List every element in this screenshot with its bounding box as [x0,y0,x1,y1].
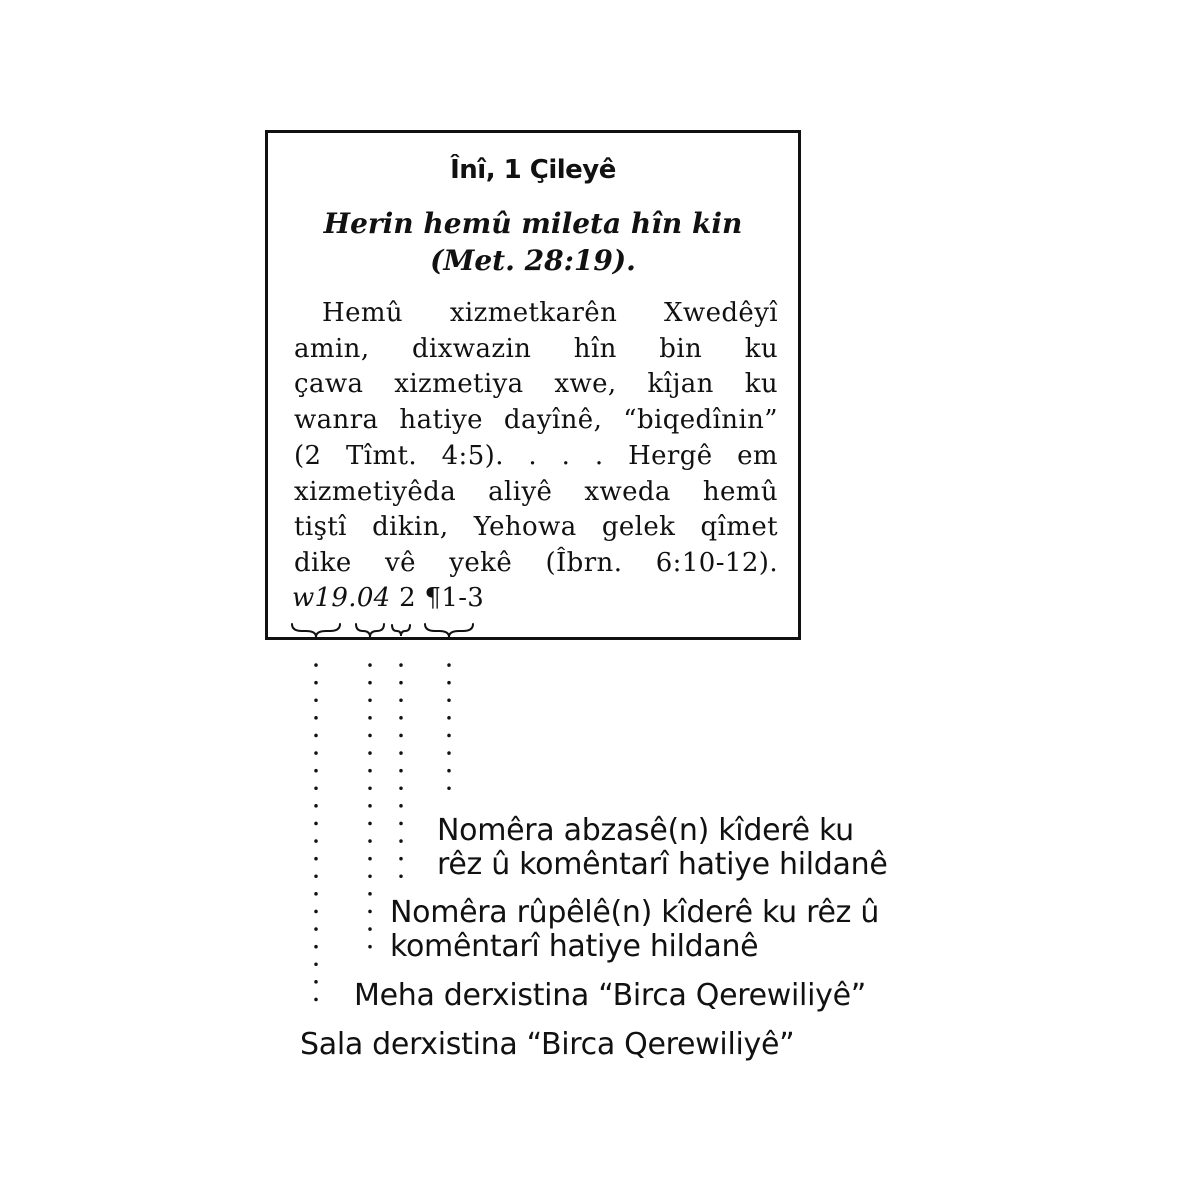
brace-page [392,625,410,636]
brace-paragraphs [425,624,473,637]
brace-issue [356,624,384,637]
brace-year [292,624,340,637]
reference-paragraphs: ¶1-3 [424,583,485,613]
theme-scripture-line-1: Herin hemû mileta hîn kin [323,207,743,240]
body-line: dike vê yekê (Îbrn. 6:10-12). [294,547,778,578]
label-issue-year: Sala derxistina “Birca Qerewiliyê” [300,1027,795,1062]
body-line: (2 Tîmt. 4:5). . . . Hergê em [294,440,778,471]
label-page-numbers-line-2: komêntarî hatiye hildanê [390,929,759,964]
label-paragraph-numbers [437,814,888,882]
reference-publication: w19 [292,583,349,613]
theme-scripture-line-2: (Met. 28:19). [430,244,636,277]
label-paragraph-numbers-line-2: rêz û komêntarî hatiye hildanê [437,847,888,882]
label-issue-month: Meha derxistina “Birca Qerewiliyê” [354,978,866,1013]
label-paragraph-numbers-line-1: Nomêra abzasê(n) kîderê ku [437,813,854,848]
body-line: wanra hatiye dayînê, “biqedînin” [294,405,778,436]
body-line: tiştî dikin, Yehowa gelek qîmet [294,512,778,543]
body-line: çawa xizmetiya xwe, kîjan ku [294,369,778,400]
body-line: amin, dixwazin hîn bin ku [294,333,778,364]
label-page-numbers [390,896,879,964]
daily-text-date: Înî, 1 Çileyê [450,155,616,185]
reference-separator: . [348,583,357,613]
label-page-numbers-line-1: Nomêra rûpêlê(n) kîderê ku rêz û [390,895,880,930]
body-line: Hemû xizmetkarên Xwedêyî [322,298,778,328]
body-line: xizmetiyêda aliyê xweda hemû [294,476,778,507]
reference-issue: 04 [356,583,391,613]
reference-page: 2 [399,583,416,613]
